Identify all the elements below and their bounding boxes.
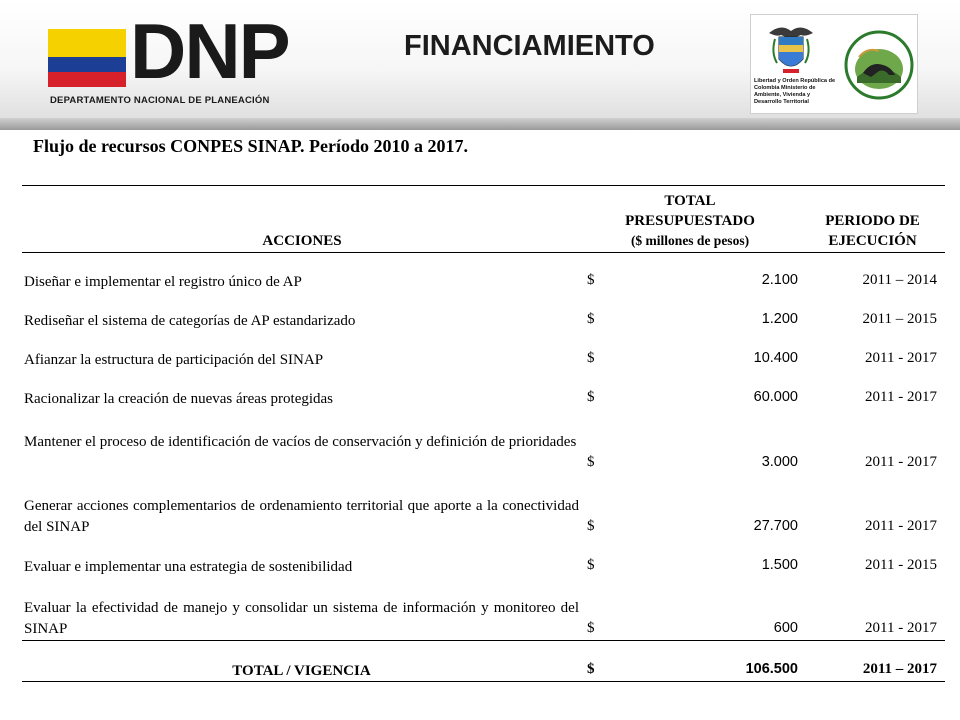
row-accion: Afianzar la estructura de participación del SINAP bbox=[24, 352, 324, 368]
row-accion: Evaluar e implementar una estrategia de sostenibilidad bbox=[24, 559, 353, 575]
row-periodo: 2011 – 2015 bbox=[862, 311, 937, 327]
row-currency: $ bbox=[587, 557, 595, 573]
total-currency: $ bbox=[587, 661, 595, 677]
total-bottom-rule bbox=[22, 681, 945, 682]
header-banner bbox=[0, 0, 960, 130]
row-amount: 1.500 bbox=[761, 557, 798, 573]
row-currency: $ bbox=[587, 311, 595, 327]
row-periodo: 2011 - 2017 bbox=[865, 620, 937, 636]
total-amount: 106.500 bbox=[745, 661, 798, 677]
row-amount: 10.400 bbox=[753, 350, 798, 366]
column-header-total: TOTAL PRESUPUESTADO ($ millones de pesos) bbox=[625, 193, 755, 248]
row-periodo: 2011 - 2017 bbox=[865, 389, 937, 405]
row-periodo: 2011 - 2017 bbox=[865, 454, 937, 470]
row-currency: $ bbox=[587, 620, 595, 636]
parques-nacionales-icon bbox=[843, 17, 915, 113]
row-accion: Rediseñar el sistema de categorías de AP estandarizado bbox=[24, 313, 356, 329]
header-shade bbox=[0, 118, 960, 130]
total-label: TOTAL / VIGENCIA bbox=[232, 663, 371, 679]
ministry-emblem bbox=[750, 14, 918, 114]
table-top-rule bbox=[22, 185, 945, 186]
row-amount: 3.000 bbox=[761, 454, 798, 470]
column-header-periodo: PERIODO DE EJECUCIÓN bbox=[825, 213, 920, 249]
table-subtitle: Flujo de recursos CONPES SINAP. Período 2010 a 2017. bbox=[33, 136, 469, 156]
dnp-logo bbox=[48, 7, 298, 112]
total-periodo: 2011 – 2017 bbox=[862, 661, 937, 677]
row-accion: Evaluar la efectividad de manejo y consolidar un sistema de información y monitoreo del SINAP bbox=[24, 600, 579, 637]
row-currency: $ bbox=[587, 518, 595, 534]
dnp-logo-subtitle: DEPARTAMENTO NACIONAL DE PLANEACIÓN bbox=[50, 95, 270, 106]
row-currency: $ bbox=[587, 272, 595, 288]
colombia-flag-icon bbox=[48, 29, 126, 87]
header-rule bbox=[22, 252, 945, 253]
row-periodo: 2011 - 2017 bbox=[865, 518, 937, 534]
row-amount: 60.000 bbox=[753, 389, 798, 405]
row-periodo: 2011 - 2017 bbox=[865, 350, 937, 366]
row-amount: 1.200 bbox=[761, 311, 798, 327]
row-accion: Diseñar e implementar el registro único de AP bbox=[24, 274, 302, 290]
total-top-rule bbox=[22, 640, 945, 641]
row-accion: Mantener el proceso de identificación de vacíos de conservación y definición de prioridades bbox=[24, 434, 577, 450]
row-accion: Racionalizar la creación de nuevas áreas protegidas bbox=[24, 391, 334, 407]
row-accion: Generar acciones complementarios de ordenamiento territorial que aporte a la conectividad del SINAP bbox=[24, 498, 579, 535]
page-title: FINANCIAMIENTO bbox=[404, 30, 655, 62]
row-currency: $ bbox=[587, 454, 595, 470]
column-header-acciones: ACCIONES bbox=[262, 233, 342, 249]
dnp-logo-letters: DNP bbox=[130, 7, 289, 95]
emblem-caption: Libertad y Orden República de Colombia Ministerio de Ambiente, Vivienda y Desarrollo Territorial bbox=[754, 78, 836, 105]
row-periodo: 2011 – 2014 bbox=[862, 272, 937, 288]
coat-of-arms-icon bbox=[761, 19, 821, 79]
row-amount: 27.700 bbox=[753, 518, 798, 534]
row-amount: 2.100 bbox=[761, 272, 798, 288]
row-amount: 600 bbox=[773, 620, 798, 636]
row-currency: $ bbox=[587, 350, 595, 366]
row-currency: $ bbox=[587, 389, 595, 405]
row-periodo: 2011 - 2015 bbox=[865, 557, 937, 573]
